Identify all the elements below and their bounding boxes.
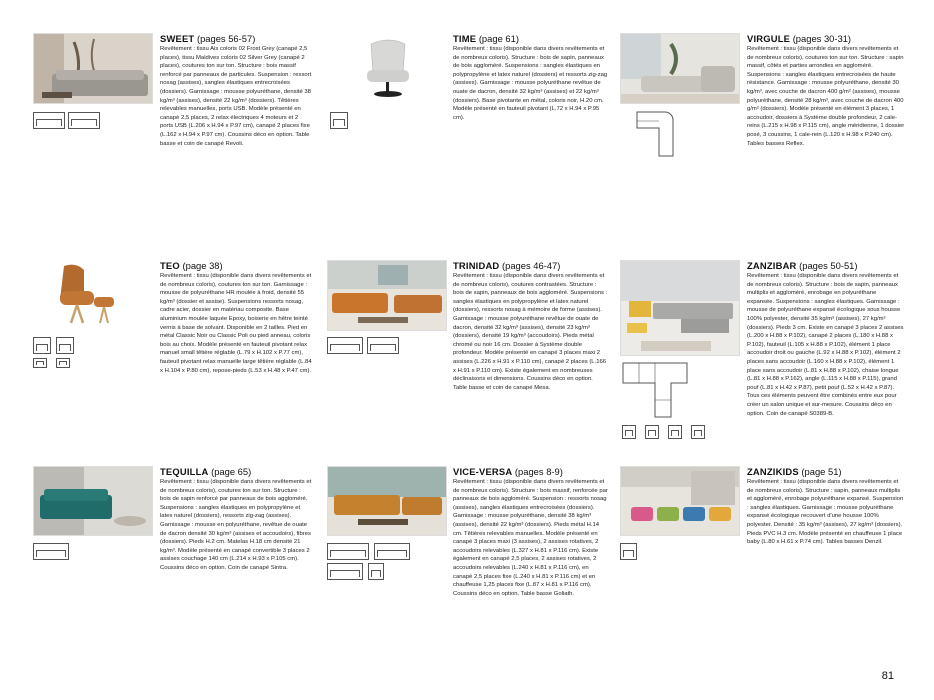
virgule-layout-icon xyxy=(636,111,674,159)
zanzibar-element-icon xyxy=(668,425,682,439)
trinidad-title: TRINIDAD (pages 46-47) xyxy=(453,260,561,271)
teo-title: TEO (page 38) xyxy=(160,260,223,271)
teo-footrest-icon xyxy=(56,358,70,368)
zanzibar-layout-icon xyxy=(622,362,688,418)
tequilla-title: TEQUILLA (page 65) xyxy=(160,466,252,477)
time-photo xyxy=(330,33,446,104)
teo-footrest-icon xyxy=(33,358,47,368)
zanzikids-chair-icon xyxy=(620,543,637,560)
sweet-title: SWEET (pages 56-57) xyxy=(160,33,256,44)
teo-description: Revêtement : tissu (disponible dans divers revêtements et de nombreux coloris), coutures ton sur ton. Garnissage : mousse de polyuréthane HR moulée à froid, densité 55 kg/m³ (dossier et assise). Suspensions ressorts nosag, cadre acier, dossier en matériau composite. Base aluminium moulée laquée Epoxy, boiserie en hêtre teinté vernis à base de solvant. Disponible en 2 tailles. Pied en métal Classic Noir ou Classic Poli ou pied anneau, coloris bois au choix. Modèle présenté en fauteuil pivotant relax manuel small têtière réglable (L.79 x H.102 x P.77 cm), fauteuil pivotant relax manuelle large têtière réglable (L.84 x H.104 x P.80 cm), repose-pieds (L.53 x H.48 x P.47 cm). xyxy=(160,273,312,374)
trinidad-sofa-icon xyxy=(327,337,363,354)
time-armchair-icon xyxy=(330,112,348,129)
vice-versa-chair-icon xyxy=(368,563,384,580)
tequilla-sofa-icon xyxy=(33,543,69,560)
trinidad-description: Revêtement : tissu (disponible dans divers revêtements et de nombreux coloris), coutures contrastées. Structure : bois de sapin, panneaux de bois aggloméré. Suspensions : sangles élastiques en polypropylène et latex naturel (dossiers), ressorts nosag à mémoire de forme (assises). Garnissage : mousse polyuréthane revêtue de ouate de dacron, densité 32 kg/m³ (assises), densité 23 kg/m³ (dossiers), densité 19 kg/m³ (accoudoirs). Pieds métal chromé ou noir 16 cm. Dossier à Système double profondeur. Modèle présenté en canapé 3 places maxi 2 assises (L.226 x H.91 x P.110 cm), canapé 2 places (L.166 x H.91 x P.110 cm). Existe également en nombreuses déclinaisons et dimensions. Coussins déco en option. Table basse et coin de canapé Mesa. xyxy=(453,273,608,391)
zanzikids-description: Revêtement : tissu (disponible dans divers revêtements et de nombreux coloris). Structure : sapin, panneaux multiplis et aggloméré, enrobage polyuréthane expansé. Suspension : sangles élastiques. Garnissage : mousse polyuréthane expansé écologique recouvert d'une housse 100% polyester. Densité : 35 kg/m³ (assises), 27 kg/m³ (dossiers). Pieds PVC H.3 cm. Modèle présenté en chauffeuse 1 place baby (L.80 x H.61 x P.74 cm). Tables basses Denzil. xyxy=(747,479,904,546)
sweet-sofa-icon xyxy=(68,112,100,129)
virgule-title: VIRGULE (pages 30-31) xyxy=(747,33,852,44)
zanzibar-description: Revêtement : tissu (disponible dans divers revêtements et de nombreux coloris). Structure : bois de sapin, panneaux multiplis et aggloméré, enrobage en polyuréthane expansée. Suspensions : sangles élastiques. Garnissage : mousse de polyuréthane expansé écologique sous housse 100% polyester, densité 35 kg/m³ (assises), 27 kg/m³ (dossiers). Pieds 3 cm. Existe en canapé 3 places 2 assises (L.200 x H.88 x P.102), canapé 2 places (L.180 x H.88 x P.102), fauteuil (L.105 x H.88 x P.102), élément 1 place accoudoir droit ou gauche (L.92 x H.88 x P.102), élément 2 places sans accoudoir (L.160 x H.88 x P.102), élément 1 place sans accoudoir (L.81 x H.88 x P.102), chaise longue (L.81 x H.88 x P.162), angle (L.115 x H.88 x P.115), grand pouf (L.81 x H.42 x P.87), petit pouf (L.52 x H.42 x P.87). Tous ces éléments peuvent être combinés entre eux pour créer un salon unique et sur-mesure. Coussins déco en option. Coin de canapé S0389-B. xyxy=(747,273,904,417)
sweet-description: Revêtement : tissu Ais coloris 02 Frost Grey (canapé 2,5 places), tissu Maldives coloris 02 Silver Grey (canapé 2 places), coutures ton sur ton. Structure : bois massif renforcé par panneaux de particules. Suspension : ressort nosag (assises), sangles élastiques entrecroisées (dossiers). Garnissage : mousse polyuréthane, densité 38 kg/m³ (assises), densité 22 kg/m³ (dossiers). Têtières relevables manuelles, ports USB. Modèle présenté en canapé 2,5 places, 2 relax électriques 4 moteurs et 2 ports USB (L.206 x H.94 x P.97 cm), canapé 2 places fixe (L.162 x H.94 x P.97 cm). Coussins déco en option. Table basse et coin de canapé Revoli. xyxy=(160,46,312,147)
vice-versa-sofa-icon xyxy=(327,563,363,580)
tequilla-photo xyxy=(33,466,153,536)
zanzibar-element-icon xyxy=(691,425,705,439)
time-description: Revêtement : tissu (disponible dans divers revêtements et de nombreux coloris). Structure : bois de sapin, panneaux de bois aggloméré. Suspensions : sangles élastiques en polypropylène et latex naturel (dossiers) et ressorts zig-zag (assises). Garnissage : mousse polyuréthane revêtue de ouate de dacron, densité 32 kg/m³ (assises) et 22 kg/m³ (dossiers). Base pivotante en métal, coloris noir, H.20 cm. Modèle présenté en fauteuil pivotant (L.72 x H.94 x P.95 cm). xyxy=(453,46,608,121)
zanzibar-photo xyxy=(620,260,740,356)
virgule-description: Revêtement : tissu (disponible dans divers revêtements et de nombreux coloris), coutures ton sur ton. Structure : sapin massif, côtés et parties arrondies en aggloméré. Suspensions : sangles élastiques entrecroisées de haute résistance. Garnissage : mousse polyuréthane, densité 30 kg/m³, avec couche de dacron 400 g/m² (assises), mousse polyuréthane, densité 28 kg/m³, avec couche de dacron 400 g/m² (dossiers). Modèle présenté en élément 3 places, 1 accoudoir, dossiers à Système double profondeur, 2 cale-reins (L.215 x H.98 x P.115 cm), angle méridienne, 1 dossier posé, 3 coussins, 1 cale-rein (L.120 x H.98 x P.240 cm). Tables basses Reflex. xyxy=(747,46,905,147)
trinidad-sofa-icon xyxy=(367,337,399,354)
trinidad-photo xyxy=(327,260,447,331)
vice-versa-title: VICE-VERSA (pages 8-9) xyxy=(453,466,563,477)
zanzikids-title: ZANZIKIDS (page 51) xyxy=(747,466,842,477)
teo-armchair-icon xyxy=(56,337,74,354)
time-title: TIME (page 61) xyxy=(453,33,519,44)
zanzibar-element-icon xyxy=(645,425,659,439)
vice-versa-description: Revêtement : tissu (disponible dans divers revêtements et de nombreux coloris). Structure : bois massif, renforcée par panneaux de bois aggloméré. Suspension : ressorts nosag (assises), sangles élastiques entrecroisées (dossiers). Garnissage : mousse polyuréthane, densité 38 kg/m³ (assises), densité 22 kg/m³ (dossiers). Pieds métal H.14 cm. Têtières relevables manuelles. Modèle présenté en canapé 3 places maxi (3 assises), 2 assises rotatives, 2 accoudoirs relevables (L.327 x H.81 x P.116 cm). Existe également en canapé 2,5 places, 2 assises rotatives, 2 accoudoirs relevables (L.240 x H.81 x P.116 cm), en canapé 2,5 places fixe (L.240 x H.81 x P.116 cm) et en chauffeuse 1,25 places fixe (L.87 x H.81 x P.116 cm). Coussins déco en option. Table basse Goliath. xyxy=(453,479,608,597)
virgule-photo xyxy=(620,33,740,104)
tequilla-description: Revêtement : tissu (disponible dans divers revêtements et de nombreux coloris), coutures ton sur ton. Structure : bois de sapin renforcé par panneaux de bois aggloméré. Suspensions : sangles élastiques en polypropylène et latex naturel (dossiers), ressorts zig-zag (assises). Garnissage : mousse en polyuréthane, revêtue de ouate de dacron densité 30 kg/m³ (assises et accoudoirs), fibres (dossiers). Pieds H.2 cm. Matelas H.18 cm densité 21 kg/m³. Modèle présenté en canapé convertible 3 places 2 assises couchage 140 cm (L.214 x H.93 x P.105 cm). Coussins déco en option. Coin de canapé Sintra. xyxy=(160,479,312,571)
teo-photo xyxy=(33,260,153,331)
vice-versa-sofa-icon xyxy=(374,543,410,560)
vice-versa-sofa-icon xyxy=(327,543,369,560)
page-number: 81 xyxy=(881,670,894,682)
zanzibar-element-icon xyxy=(622,425,636,439)
teo-armchair-icon xyxy=(33,337,51,354)
zanzikids-photo xyxy=(620,466,740,536)
sweet-photo xyxy=(33,33,153,104)
zanzibar-title: ZANZIBAR (pages 50-51) xyxy=(747,260,858,271)
sweet-sofa-icon xyxy=(33,112,65,129)
vice-versa-photo xyxy=(327,466,447,536)
